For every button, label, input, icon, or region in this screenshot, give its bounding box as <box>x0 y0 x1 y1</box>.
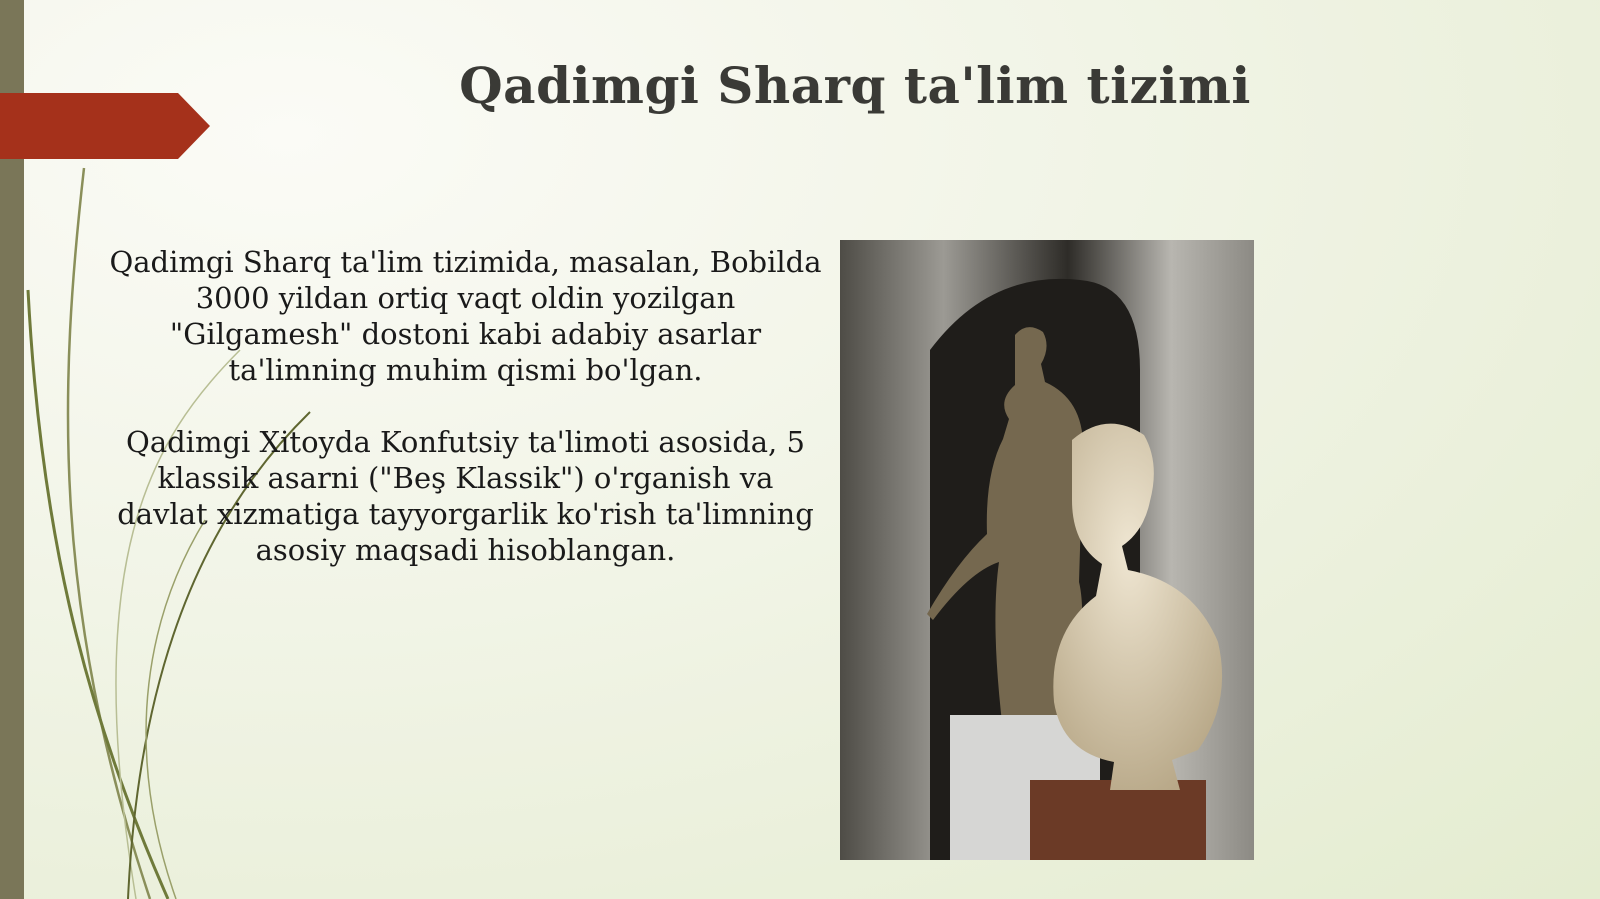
statues-photo <box>840 240 1254 860</box>
slide-body-text <box>108 244 823 604</box>
paragraph-babylon: Qadimgi Sharq ta'lim tizimida, masalan, Bobilda 3000 yildan ortiq vaqt oldin yozilgan "Gilgamesh" dostoni kabi adabiy asarlar ta'limning muhim qismi bo'lgan. <box>109 245 822 387</box>
paragraph-china: Qadimgi Xitoyda Konfutsiy ta'limoti asosida, 5 klassik asarni ("Beş Klassik") o'rganish va davlat xizmatiga tayyorgarlik ko'rish ta'limning asosiy maqsadi hisoblangan. <box>117 425 814 567</box>
slide-title: Qadimgi Sharq ta'lim tizimi <box>459 56 1251 115</box>
